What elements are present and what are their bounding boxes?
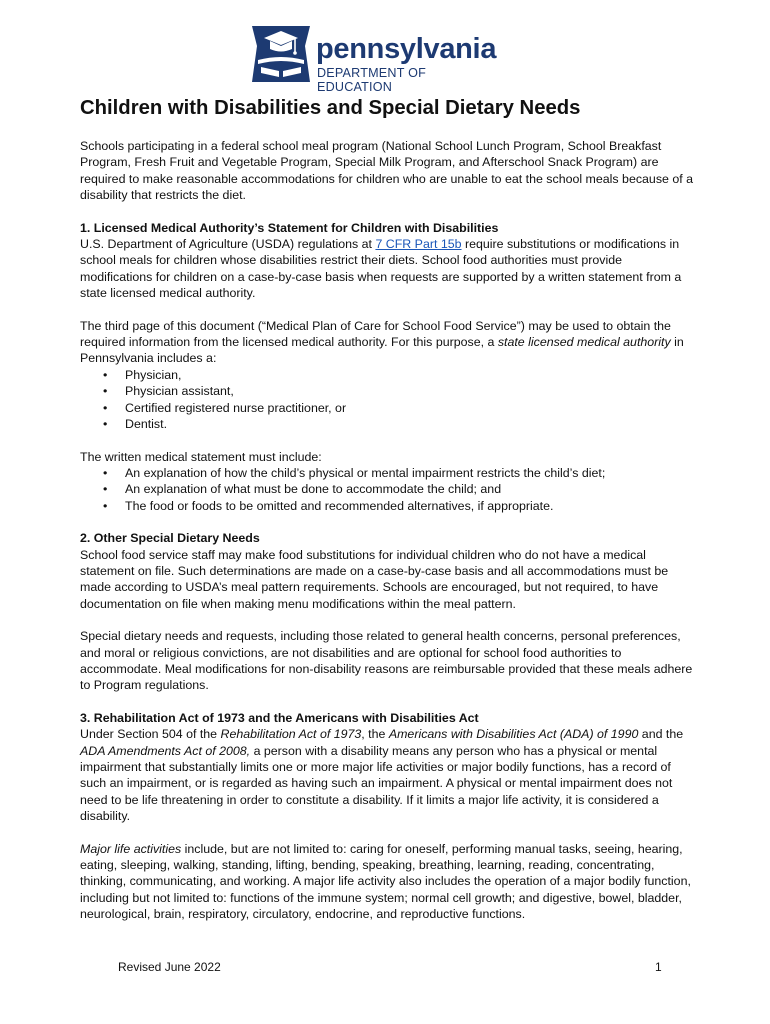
section-3-paragraph-1: 3. Rehabilitation Act of 1973 and the Americans with Disabilities Act Under Section 504 of the Rehabilitation Act of 1973, the Americans with Disabilities Act (ADA) of 1990 and the ADA Amendments Act of 2008, a person with a disability means any person who has a physical or mental impairment that substantially limits one or more major life activities or major bodily functions, has a record of such an impairment, or is regarded as having such an impairment. A physical or mental impairment does not need to be life threatening in order to constitute a disability. If it limits a major life activity, it is considered a disability. [80,710,696,825]
section-2-paragraph-1: 2. Other Special Dietary Needs School food service staff may make food substitutions for individual children who do not have a medical statement on file. Such determinations are made on a case-by-case basis and all accommodations must be made according to USDA’s meal pattern requirements. Schools are encouraged, but not required, to have documentation on file when making menu modifications within the meal pattern. [80,530,696,612]
logo-wordmark: pennsylvania [316,33,497,65]
list-item: • An explanation of what must be done to accommodate the child; and [80,481,696,497]
document-body [80,138,696,939]
intro-paragraph: Schools participating in a federal school meal program (National School Lunch Program, School Breakfast Program, Fresh Fruit and Vegetable Program, Special Milk Program, and Afterschool Snack Program) are required to make reasonable accommodations for children who are unable to eat the school meals because of a disability that restricts the diet. [80,139,694,203]
section-1-paragraph-3: The written medical statement must include: [80,449,322,464]
revision-date: Revised June 2022 [118,960,221,974]
pa-education-logo [250,24,500,94]
section-2-paragraph-2: Special dietary needs and requests, including those related to general health concerns, personal preferences, and moral or religious convictions, are not disabilities and are optional for school food authorities to accommodate. Meal modifications for non-disability reasons are reimbursable provided that these meals adhere to Program regulations. [80,629,693,693]
page-title: Children with Disabilities and Special Dietary Needs [80,97,581,119]
section-1-paragraph-1: 1. Licensed Medical Authority’s Statement for Children with Disabilities U.S. Department of Agriculture (USDA) regulations at 7 CFR Part 15b require substitutions or modifications in school meals for children whose disabilities restrict their diets. School food authorities must provide modifications for children on a case-by-case basis when requests are supported by a written statement from a state licensed medical authority. [80,220,696,302]
list-item: • An explanation of how the child’s physical or mental impairment restricts the child’s diet; [80,465,696,481]
section-2-heading: 2. Other Special Dietary Needs [80,531,260,546]
list-item: • Physician assistant, [80,383,696,399]
list-item: • Certified registered nurse practitioner, or [80,400,696,416]
list-item: • Dentist. [80,416,696,432]
list-item: • The food or foods to be omitted and recommended alternatives, if appropriate. [80,498,696,514]
keystone-seal-icon [250,24,312,84]
section-3-heading: 3. Rehabilitation Act of 1973 and the Americans with Disabilities Act [80,710,479,725]
medical-authority-list [80,367,696,433]
statement-requirements-list [80,465,696,514]
section-3-paragraph-2: Major life activities include, but are not limited to: caring for oneself, performing manual tasks, seeing, hearing, eating, sleeping, walking, standing, lifting, bending, speaking, breathing, learning, reading, concentrating, thinking, communicating, and working. A major life activity also includes the operation of a major bodily function, including but not limited to: functions of the immune system; normal cell growth; and digestive, bowel, bladder, neurological, brain, respiratory, circulatory, endocrine, and reproductive functions. [80,841,691,922]
section-1-paragraph-2: The third page of this document (“Medical Plan of Care for School Food Service”) may be used to obtain the required information from the licensed medical authority. For this purpose, a state licensed medical authority in Pennsylvania includes a: [80,318,684,366]
logo-department: DEPARTMENT OF EDUCATION [317,66,426,94]
section-1-heading: 1. Licensed Medical Authority’s Statement for Children with Disabilities [80,220,499,235]
list-item: • Physician, [80,367,696,383]
page-number: 1 [655,960,662,974]
cfr-part-15b-link[interactable]: 7 CFR Part 15b [375,237,462,252]
